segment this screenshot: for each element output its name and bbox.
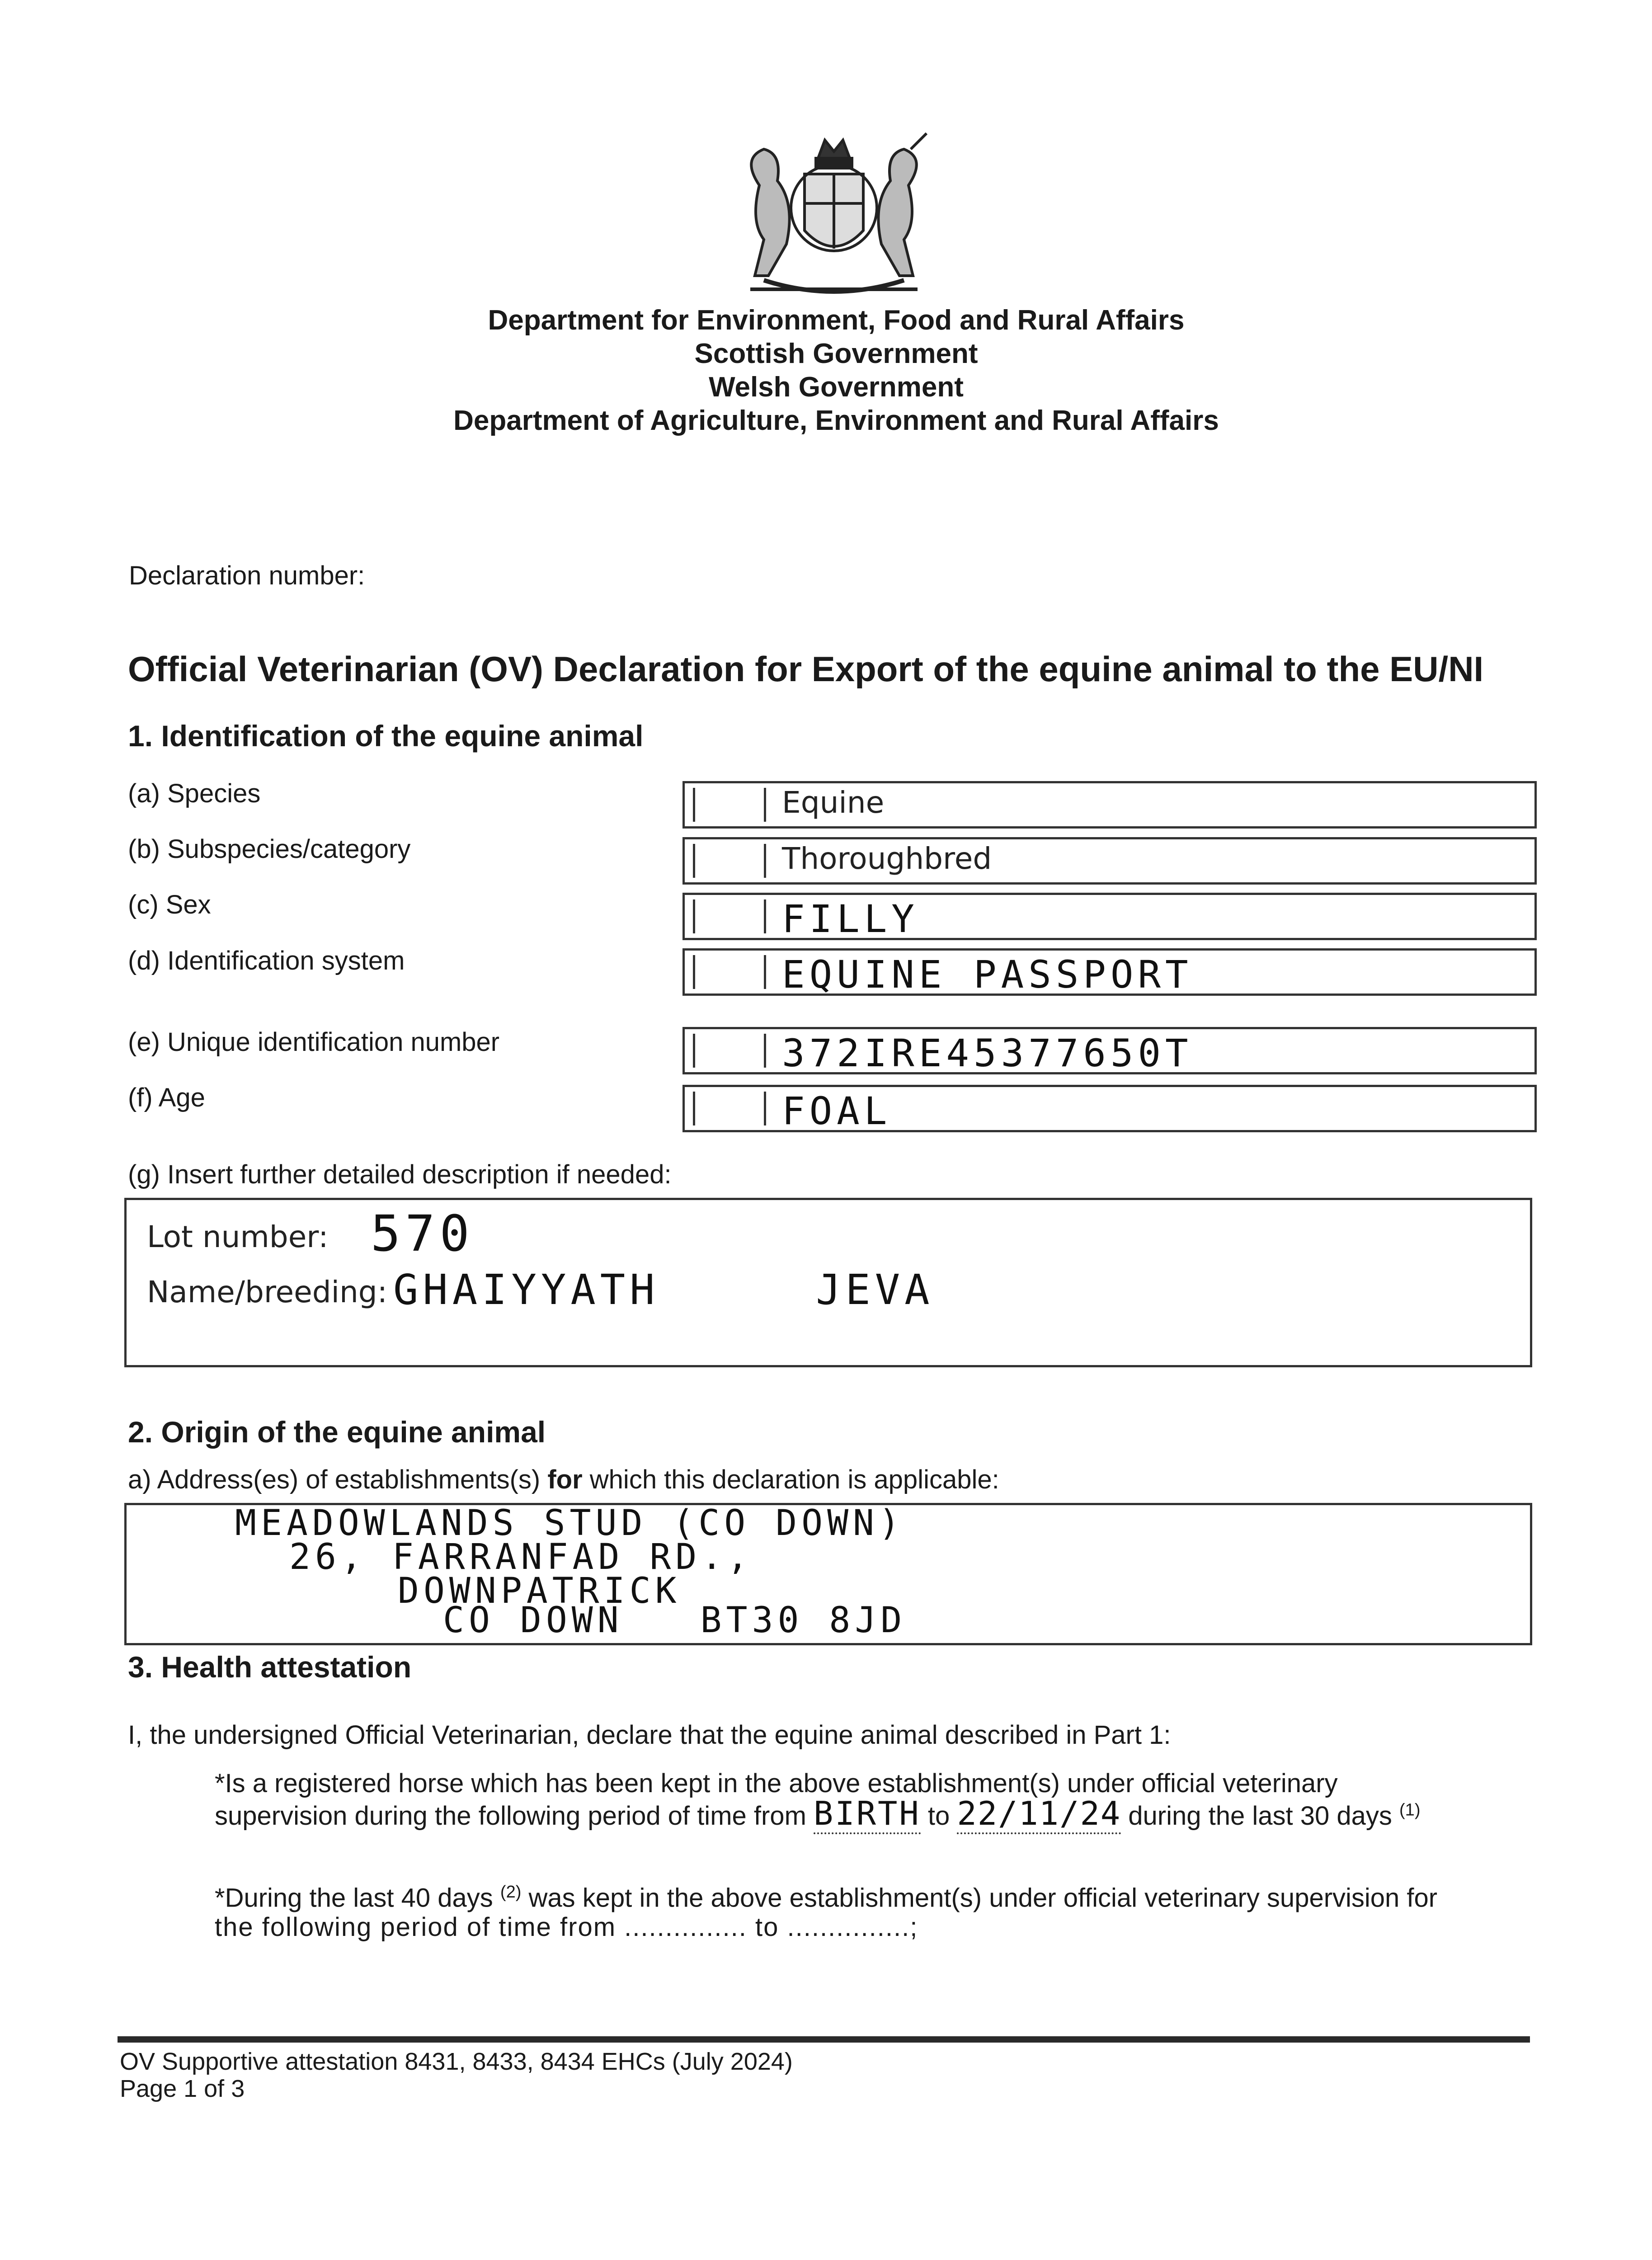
page-number: Page 1 of 3: [120, 2075, 245, 2102]
dam-name: JEVA: [816, 1266, 934, 1314]
attestation-intro: I, the undersigned Official Veterinarian, declare that the equine animal described in Part 1:: [128, 1720, 1171, 1750]
department-name: Scottish Government: [694, 338, 978, 369]
field-label-subspecies: (b) Subspecies/category: [128, 834, 411, 864]
field-label-unique-id: (e) Unique identification number: [128, 1027, 500, 1057]
lot-number-value: 570: [371, 1205, 474, 1262]
subspecies-value: Thoroughbred: [782, 841, 992, 876]
unique-id-value: 372IRE45377650T: [782, 1031, 1193, 1075]
age-field: [682, 1085, 1537, 1132]
sex-value: FILLY: [782, 897, 919, 941]
section-heading: 3. Health attestation: [128, 1650, 412, 1684]
identification-system-field: [682, 948, 1537, 996]
field-label-age: (f) Age: [128, 1083, 205, 1112]
further-description-label: (g) Insert further detailed description if needed:: [128, 1160, 672, 1189]
subspecies-field: [682, 837, 1537, 885]
footer-divider: [118, 2036, 1530, 2043]
address-box: [124, 1503, 1532, 1645]
attestation-paragraph-1-line-2: supervision during the following period of time from BIRTH to 22/11/24 during the last 30 days $^{(1)}$: [215, 1794, 1420, 1832]
lot-number-label: Lot number:: [147, 1219, 329, 1254]
address-label: a) Address(es) of establishments(s) for which this declaration is applicable:: [128, 1465, 999, 1494]
identification-system-value: EQUINE PASSPORT: [782, 952, 1193, 997]
species-value: Equine: [782, 785, 885, 820]
field-label-sex: (c) Sex: [128, 890, 211, 919]
address-line: CO DOWN BT30 8JD: [443, 1600, 907, 1641]
address-line: 26, FARRANFAD RD.,: [289, 1537, 753, 1577]
department-name: Department for Environment, Food and Rural Affairs: [488, 305, 1185, 336]
section-heading: 1. Identification of the equine animal: [128, 719, 644, 753]
address-line: MEADOWLANDS STUD (CO DOWN): [235, 1503, 904, 1544]
page-title: Official Veterinarian (OV) Declaration for Export of the equine animal to the EU/NI: [128, 649, 1484, 689]
further-description-box: [124, 1198, 1532, 1367]
field-label-species: (a) Species: [128, 779, 261, 808]
period-to-value: 22/11/24: [957, 1794, 1121, 1834]
department-name: Welsh Government: [709, 372, 964, 403]
age-value: FOAL: [782, 1089, 892, 1133]
department-name: Department of Agriculture, Environment and Rural Affairs: [453, 405, 1219, 436]
unique-id-field: [682, 1027, 1537, 1074]
section-heading: 2. Origin of the equine animal: [128, 1415, 546, 1449]
declaration-number-label: Declaration number:: [129, 561, 365, 590]
royal-coat-of-arms-icon: [732, 131, 936, 303]
name-breeding-label: Name/breeding:: [147, 1275, 387, 1309]
address-line: DOWNPATRICK: [398, 1571, 681, 1611]
sex-field: [682, 893, 1537, 940]
sire-name: GHAIYYATH: [393, 1266, 659, 1314]
species-field: [682, 781, 1537, 829]
footer-reference: OV Supportive attestation 8431, 8433, 8434 EHCs (July 2024): [120, 2048, 793, 2075]
period-from-value: BIRTH: [814, 1794, 921, 1834]
attestation-paragraph-1-line-1: *Is a registered horse which has been kept in the above establishment(s) under official veterinary: [215, 1769, 1338, 1798]
field-label-identification-system: (d) Identification system: [128, 946, 405, 975]
attestation-paragraph-2-line-2: the following period of time from ............... to ...............;: [215, 1912, 918, 1942]
attestation-paragraph-2-line-1: *During the last 40 days $^{(2)}$ was kept in the above establishment(s) under official veterinary supervision for: [215, 1883, 1438, 1913]
